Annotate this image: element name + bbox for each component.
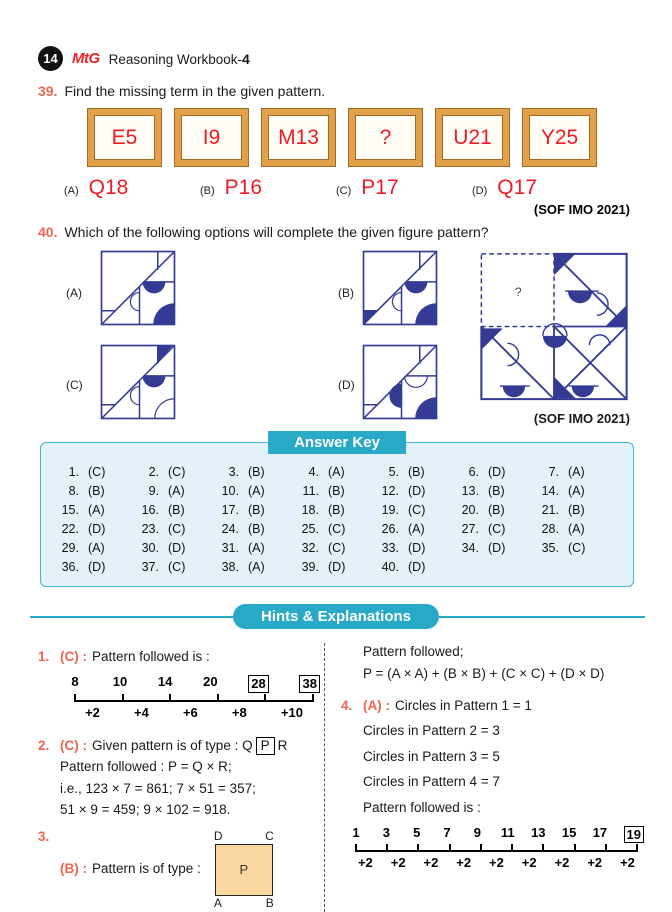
hint-3-continued-1: Pattern followed; [363, 644, 464, 660]
hints-body [38, 641, 644, 912]
answer-key-entry [217, 484, 297, 498]
answer-key-entry [377, 484, 457, 498]
numberline-diff: +2 [489, 855, 504, 871]
answer-key-entry [137, 560, 217, 574]
answer-number: 16. [141, 503, 159, 518]
hint-2-body [60, 735, 320, 821]
pattern-figure-svg [478, 252, 630, 401]
answer-key-entry [297, 484, 377, 498]
answer-number: 21. [541, 503, 559, 518]
answer-key-box [40, 434, 634, 587]
answer-number: 36. [61, 560, 79, 575]
hint-4-line-4: Circles in Pattern 4 = 7 [363, 774, 500, 790]
square-label-b: B [265, 895, 274, 910]
hints-right-column [331, 641, 644, 912]
figure-option-a-svg [100, 250, 176, 326]
figure-option-c-svg [100, 344, 176, 420]
hint-2-box-p: P [256, 737, 275, 756]
answer-letter: (B) [488, 484, 505, 499]
numberline-value: 1 [352, 824, 360, 840]
answer-letter: (B) [248, 522, 265, 537]
answer-key-entry [297, 465, 377, 479]
answer-letter: (D) [408, 541, 426, 556]
question-39-source: (SOF IMO 2021) [533, 202, 630, 218]
answer-key-entry [297, 541, 377, 555]
numberline-value: 5 [413, 824, 421, 840]
question-40-text: Which of the following options will complete the given figure pattern? [64, 224, 489, 241]
answer-key-entry [217, 503, 297, 517]
answer-letter: (A) [248, 560, 265, 575]
numberline-value: 17 [592, 824, 608, 840]
pattern-frames-row [88, 109, 672, 166]
column-divider [324, 643, 325, 912]
answer-key-entry [297, 560, 377, 574]
answer-number: 9. [148, 484, 159, 499]
numberline-value: 3 [382, 824, 390, 840]
numberline-tick [264, 694, 266, 702]
hint-2-number: 2. [38, 737, 50, 753]
option-value: P16 [224, 176, 263, 200]
figure-option-c-label: (C) [66, 378, 83, 393]
answer-letter: (C) [88, 465, 106, 480]
answer-letter: (B) [568, 503, 585, 518]
answer-letter: (C) [168, 465, 186, 480]
hint-2-answer: (C) : [60, 737, 87, 753]
option-value: P17 [361, 176, 399, 200]
answer-letter: (B) [168, 503, 185, 518]
answer-key-entry [377, 541, 457, 555]
hints-left-column [38, 641, 320, 912]
square-label-a: A [213, 895, 222, 910]
numberline-diff: +10 [280, 704, 303, 720]
question-40 [38, 223, 632, 241]
hint-1-numberline [68, 672, 320, 724]
header-title-number: 4 [242, 50, 250, 67]
answer-letter: (B) [488, 503, 505, 518]
pattern-frame [88, 109, 161, 166]
numberline-value: 7 [443, 824, 451, 840]
figure-option-c[interactable] [100, 344, 176, 425]
option-item[interactable] [200, 176, 336, 200]
answer-number: 34. [461, 541, 479, 556]
answer-number: 19. [381, 503, 399, 518]
hint-4-answer: (A) : [363, 697, 390, 713]
frame-term: I9 [202, 125, 221, 149]
option-item[interactable] [472, 176, 608, 200]
answer-key-entry [377, 465, 457, 479]
hint-4-numberline [349, 823, 644, 875]
numberline-diff: +2 [554, 855, 570, 871]
answer-number: 6. [468, 465, 479, 480]
square-label-d: D [213, 828, 223, 843]
answer-key-entry [537, 465, 617, 479]
answer-number: 12. [381, 484, 399, 499]
answer-key-entry [57, 522, 137, 536]
answer-letter: (C) [328, 522, 346, 537]
pattern-figure [478, 252, 630, 406]
option-label: (C) [336, 185, 352, 198]
answer-number: 13. [461, 484, 479, 499]
answer-number: 15. [61, 503, 79, 518]
hint-4-line-2: Circles in Pattern 2 = 3 [363, 723, 500, 739]
answer-number: 24. [221, 522, 239, 537]
answer-letter: (A) [88, 503, 105, 518]
answer-key-entry [457, 503, 537, 517]
pattern-frame [262, 109, 335, 166]
hints-title: Hints & Explanations [233, 604, 439, 629]
answer-number: 22. [61, 522, 79, 537]
hint-3-continued-2: P = (A × A) + (B × B) + (C × C) + (D × D) [363, 665, 605, 681]
answer-key-entry [137, 503, 217, 517]
question-39-options [64, 176, 672, 200]
answer-key-entry [217, 522, 297, 536]
numberline-values [349, 823, 644, 844]
answer-number: 25. [301, 522, 319, 537]
answer-key-entry [57, 484, 137, 498]
numberline-tick [574, 844, 576, 852]
figure-option-d[interactable] [362, 344, 438, 425]
numberline-value: 14 [157, 673, 173, 689]
hint-4-body [352, 695, 644, 881]
numberline-diff: +2 [357, 855, 373, 871]
answer-number: 8. [68, 484, 79, 499]
numberline-diff: +2 [456, 855, 472, 871]
numberline-tick [449, 844, 451, 852]
answer-key-title: Answer Key [268, 431, 406, 454]
hint-2-line-4: 51 × 9 = 459; 9 × 102 = 918. [60, 802, 231, 818]
option-label: (B) [200, 185, 215, 198]
hint-4-line-3: Circles in Pattern 3 = 5 [363, 748, 500, 764]
answer-key-entry [537, 484, 617, 498]
numberline-value-boxed: 19 [624, 826, 644, 844]
answer-number: 3. [228, 465, 239, 480]
answer-key-entry [57, 541, 137, 555]
figure-option-a-label: (A) [66, 286, 82, 301]
numberline-diff: +2 [423, 855, 439, 871]
figure-option-a[interactable] [100, 250, 176, 331]
answer-letter: (D) [408, 484, 426, 499]
answer-letter: (B) [408, 465, 425, 480]
hint-3-number: 3. [38, 828, 50, 844]
answer-key-entry [137, 541, 217, 555]
answer-letter: (D) [408, 560, 426, 575]
answer-number: 33. [381, 541, 399, 556]
numberline-tick [542, 844, 544, 852]
hint-3-body [60, 826, 320, 912]
figure-option-d-svg [362, 344, 438, 420]
answer-letter: (A) [248, 484, 265, 499]
hint-3-answer: (B) : [60, 861, 87, 877]
frame-term: M13 [278, 125, 319, 149]
answer-key-grid [57, 465, 617, 574]
answer-letter: (B) [248, 465, 265, 480]
answer-key-entry [137, 484, 217, 498]
numberline-value-boxed: 38 [299, 675, 319, 693]
hint-2-line-3: i.e., 123 × 7 = 861; 7 × 51 = 357; [60, 780, 256, 796]
answer-number: 31. [221, 541, 239, 556]
answer-key-entry [377, 503, 457, 517]
numberline-tick [312, 694, 314, 702]
answer-number: 10. [221, 484, 239, 499]
hint-item-4 [341, 695, 644, 881]
question-39-text: Find the missing term in the given pattern. [64, 83, 326, 99]
hint-3-line [60, 826, 320, 912]
hint-1-answer: (C) : [60, 649, 87, 665]
hint-4-number: 4. [341, 697, 353, 713]
answer-number: 17. [221, 503, 239, 518]
numberline-tick [511, 844, 513, 852]
hint-2-line-2: Pattern followed : P = Q × R; [60, 759, 232, 775]
numberline-tick [605, 844, 607, 852]
figure-option-b-label: (B) [338, 286, 354, 301]
numberline-tick [169, 694, 171, 702]
brand-logo: MtG [72, 50, 100, 67]
numberline-values [68, 672, 320, 693]
header-title-text: Reasoning Workbook- [108, 51, 242, 67]
answer-key-entry [537, 503, 617, 517]
hint-3-text: Pattern is of type : [92, 861, 201, 877]
option-item[interactable] [64, 176, 200, 200]
answer-letter: (B) [328, 503, 345, 518]
numberline-diff: +2 [620, 855, 635, 871]
numberline-tick [636, 844, 638, 852]
answer-letter: (C) [328, 541, 346, 556]
answer-letter: (A) [328, 465, 345, 480]
answer-number: 38. [221, 560, 239, 575]
answer-letter: (C) [168, 522, 186, 537]
answer-letter: (A) [568, 465, 585, 480]
answer-letter: (A) [248, 541, 265, 556]
answer-letter: (D) [168, 541, 186, 556]
answer-number: 23. [141, 522, 159, 537]
answer-key-entry [217, 465, 297, 479]
pattern-frame [436, 109, 509, 166]
page-number-badge: 14 [38, 46, 63, 71]
frame-term: Y25 [540, 125, 579, 149]
numberline-value: 10 [112, 673, 128, 689]
answer-number: 40. [381, 560, 399, 575]
answer-number: 5. [388, 465, 399, 480]
numberline-tick [355, 844, 357, 852]
numberline-value: 11 [500, 824, 515, 840]
answer-number: 7. [548, 465, 559, 480]
answer-letter: (C) [168, 560, 186, 575]
answer-letter: (B) [328, 484, 345, 499]
frame-term: ? [379, 125, 392, 149]
answer-key-entry [377, 522, 457, 536]
numberline-diff: +2 [521, 855, 537, 871]
question-40-source: (SOF IMO 2021) [533, 411, 630, 427]
hint-item-2 [38, 735, 320, 821]
answer-key-entry [137, 465, 217, 479]
hint-item-3 [38, 826, 320, 912]
answer-number: 2. [148, 465, 159, 480]
answer-number: 37. [141, 560, 159, 575]
answer-number: 26. [381, 522, 399, 537]
pattern-frame [523, 109, 596, 166]
answer-key-entry [457, 484, 537, 498]
hint-2-text-after: R [277, 737, 288, 753]
hint-1-line [60, 646, 320, 668]
numberline-diff: +8 [231, 704, 247, 720]
answer-key-entry [457, 522, 537, 536]
option-label: (A) [64, 185, 79, 198]
question-39 [38, 82, 632, 100]
answer-key-entry [57, 560, 137, 574]
numberline-tick [217, 694, 219, 702]
answer-letter: (A) [568, 484, 585, 499]
numberline-value-boxed: 28 [248, 675, 268, 693]
answer-number: 11. [302, 484, 319, 499]
pattern-square-diagram [213, 828, 274, 910]
hint-1-text: Pattern followed is : [92, 649, 210, 665]
hint-2-text: Given pattern is of type : Q [92, 737, 253, 753]
answer-key-entry [217, 541, 297, 555]
header-title [109, 51, 250, 67]
answer-number: 27. [461, 522, 479, 537]
answer-key-entry [217, 560, 297, 574]
numberline-diffs [68, 703, 320, 724]
option-value: Q18 [88, 176, 129, 200]
missing-cell-mark: ? [514, 285, 522, 300]
answer-letter: (A) [408, 522, 425, 537]
question-40-number: 40. [38, 224, 58, 241]
answer-number: 1. [68, 465, 79, 480]
figure-option-b-svg [362, 250, 438, 326]
numberline-tick [122, 694, 124, 702]
pattern-frame [175, 109, 248, 166]
numberline-diff: +2 [587, 855, 603, 871]
answer-key-entry [137, 522, 217, 536]
option-item[interactable] [336, 176, 472, 200]
numberline-track [355, 844, 638, 852]
answer-letter: (D) [328, 560, 346, 575]
answer-letter: (C) [568, 541, 586, 556]
option-label: (D) [472, 185, 488, 198]
answer-key-entry [297, 522, 377, 536]
answer-key-entry [377, 560, 457, 574]
answer-key-entry [57, 465, 137, 479]
answer-number: 14. [541, 484, 559, 499]
answer-number: 18. [301, 503, 319, 518]
hint-4-line-5: Pattern followed is : [363, 799, 481, 815]
answer-number: 29. [61, 541, 79, 556]
option-value: Q17 [497, 176, 537, 200]
numberline-track [74, 694, 314, 702]
page-header [38, 46, 632, 71]
numberline-value: 8 [71, 673, 79, 689]
hint-item-1 [38, 646, 320, 729]
answer-number: 32. [301, 541, 319, 556]
answer-key-entry [537, 522, 617, 536]
numberline-tick [386, 844, 388, 852]
numberline-tick [74, 694, 76, 702]
answer-key-entry [297, 503, 377, 517]
numberline-value: 9 [473, 824, 481, 840]
numberline-diffs [349, 853, 644, 874]
answer-letter: (C) [488, 522, 506, 537]
figure-option-d-label: (D) [338, 378, 355, 393]
hint-1-body [60, 646, 320, 729]
numberline-value: 13 [531, 824, 546, 840]
answer-letter: (A) [168, 484, 185, 499]
answer-number: 35. [541, 541, 559, 556]
numberline-diff: +2 [85, 704, 100, 720]
answer-letter: (B) [248, 503, 265, 518]
answer-letter: (D) [488, 465, 506, 480]
pattern-frame [349, 109, 422, 166]
answer-key-entry [57, 503, 137, 517]
numberline-tick [417, 844, 419, 852]
answer-letter: (D) [88, 560, 106, 575]
question-39-number: 39. [38, 83, 58, 99]
frame-term: U21 [453, 125, 492, 149]
hints-header [0, 604, 672, 631]
square-label-c: C [265, 828, 274, 843]
numberline-diff: +6 [182, 704, 198, 720]
answer-number: 28. [541, 522, 559, 537]
hint-4-text-1: Circles in Pattern 1 = 1 [395, 697, 532, 713]
hint-1-number: 1. [38, 649, 50, 665]
answer-letter: (D) [488, 541, 506, 556]
hint-2-line-1 [60, 735, 320, 757]
numberline-diff: +4 [134, 704, 149, 720]
answer-number: 30. [141, 541, 159, 556]
numberline-value: 15 [561, 824, 577, 840]
answer-key-entry [457, 541, 537, 555]
frame-term: E5 [111, 125, 138, 149]
square-label-p: P [215, 844, 273, 896]
numberline-diff: +2 [390, 855, 406, 871]
answer-letter: (C) [408, 503, 426, 518]
answer-number: 20. [461, 503, 479, 518]
answer-key-entry [537, 541, 617, 555]
answer-letter: (D) [88, 522, 106, 537]
answer-key-entry [457, 465, 537, 479]
numberline-value: 20 [203, 673, 218, 689]
answer-number: 39. [301, 560, 319, 575]
answer-letter: (A) [88, 541, 105, 556]
answer-letter: (A) [568, 522, 585, 537]
answer-letter: (B) [88, 484, 105, 499]
question-40-figures [0, 248, 672, 426]
numberline-tick [480, 844, 482, 852]
answer-number: 4. [308, 465, 319, 480]
figure-option-b[interactable] [362, 250, 438, 331]
hint-4-line-1 [363, 695, 644, 717]
